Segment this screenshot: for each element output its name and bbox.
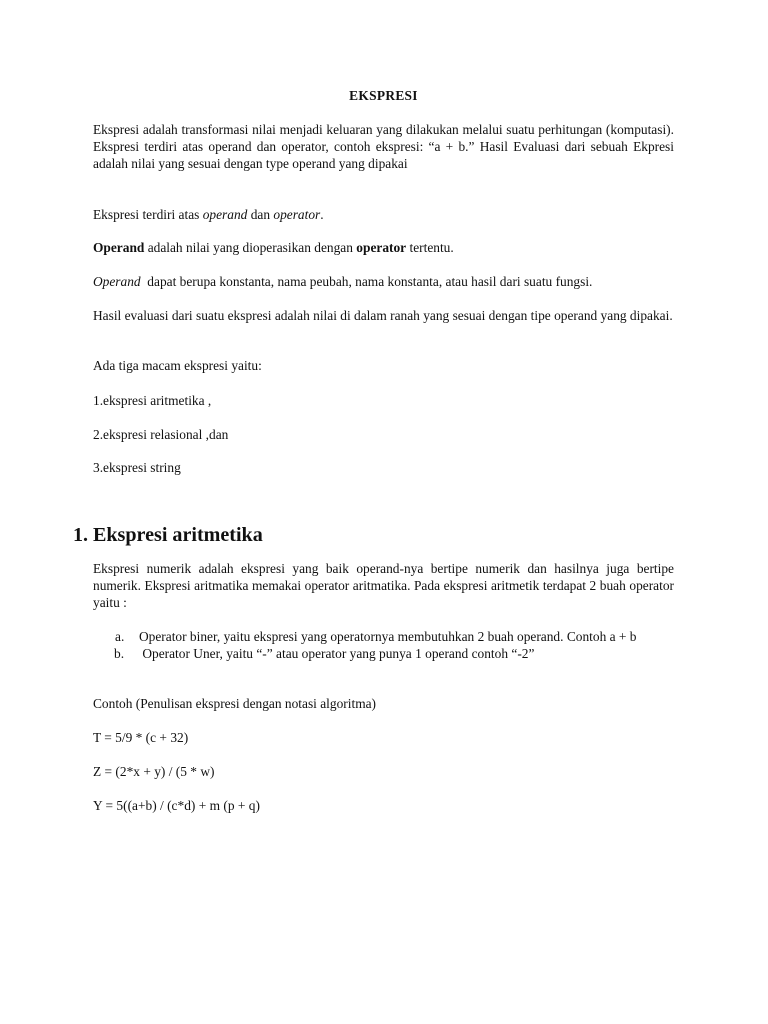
operand-definition: [93, 239, 674, 256]
consists-operator: operator: [273, 207, 321, 222]
operand-forms: [93, 273, 674, 290]
consists-prefix: Ekspresi terdiri atas: [93, 207, 203, 222]
list-item-text: Operator biner, yaitu ekspresi yang operatornya membutuhkan 2 buah operand. Contoh a + b: [139, 629, 637, 644]
evaluation-paragraph: Hasil evaluasi dari suatu ekspresi adalah nilai di dalam ranah yang sesuai dengan tipe operand yang dipakai.: [93, 308, 673, 323]
section-paragraph: Ekspresi numerik adalah ekspresi yang baik operand-nya bertipe numerik dan hasilnya juga bertipe numerik. Ekspresi aritmatika memakai operator aritmatika. Pada ekspresi aritmetik terdapat 2 buah operator yaitu :: [93, 561, 674, 610]
type-item: 2.ekspresi relasional ,dan: [93, 427, 229, 442]
operand-forms-rest: dapat berupa konstanta, nama peubah, nama konstanta, atau hasil dari suatu fungsi.: [140, 274, 593, 289]
operand-def-suffix: tertentu.: [406, 240, 454, 255]
list-item: [115, 628, 674, 645]
document-page: [73, 0, 674, 1024]
example-formula: Z = (2*x + y) / (5 * w): [93, 764, 215, 779]
operand-forms-term: Operand: [93, 274, 141, 289]
list-marker: a.: [115, 629, 125, 644]
consists-operand: operand: [202, 207, 248, 222]
example-intro: Contoh (Penulisan ekspresi dengan notasi algoritma): [93, 696, 377, 711]
operator-list: [115, 628, 674, 662]
list-item: [115, 645, 674, 662]
intro-paragraph: Ekspresi adalah transformasi nilai menjadi keluaran yang dilakukan melalui suatu perhitungan (komputasi). Ekspresi terdiri atas operand dan operator, contoh ekspresi: “a + b.” Hasil Evaluasi dari sebuah Ekpresi adalah nilai yang sesuai dengan type operand yang dipakai: [93, 122, 674, 171]
operand-term: Operand: [93, 240, 145, 255]
operator-term: operator: [356, 240, 407, 255]
example-formula: Y = 5((a+b) / (c*d) + m (p + q): [93, 798, 260, 813]
type-item: 3.ekspresi string: [93, 460, 181, 475]
list-item-text: Operator Uner, yaitu “-” atau operator yang punya 1 operand contoh “-2”: [139, 646, 535, 661]
type-item: 1.ekspresi aritmetika ,: [93, 393, 212, 408]
consists-suffix: .: [320, 207, 324, 222]
section-heading: [73, 524, 263, 546]
section-title: Ekspresi aritmetika: [93, 524, 263, 546]
consists-mid: dan: [247, 207, 274, 222]
document-title: EKSPRESI: [349, 88, 418, 103]
operand-def-mid: adalah nilai yang dioperasikan dengan: [144, 240, 357, 255]
section-number: 1.: [73, 524, 89, 546]
example-formula: T = 5/9 * (c + 32): [93, 730, 189, 745]
consists-paragraph: [93, 206, 674, 223]
types-intro: Ada tiga macam ekspresi yaitu:: [93, 358, 262, 373]
list-marker: b.: [114, 646, 125, 661]
